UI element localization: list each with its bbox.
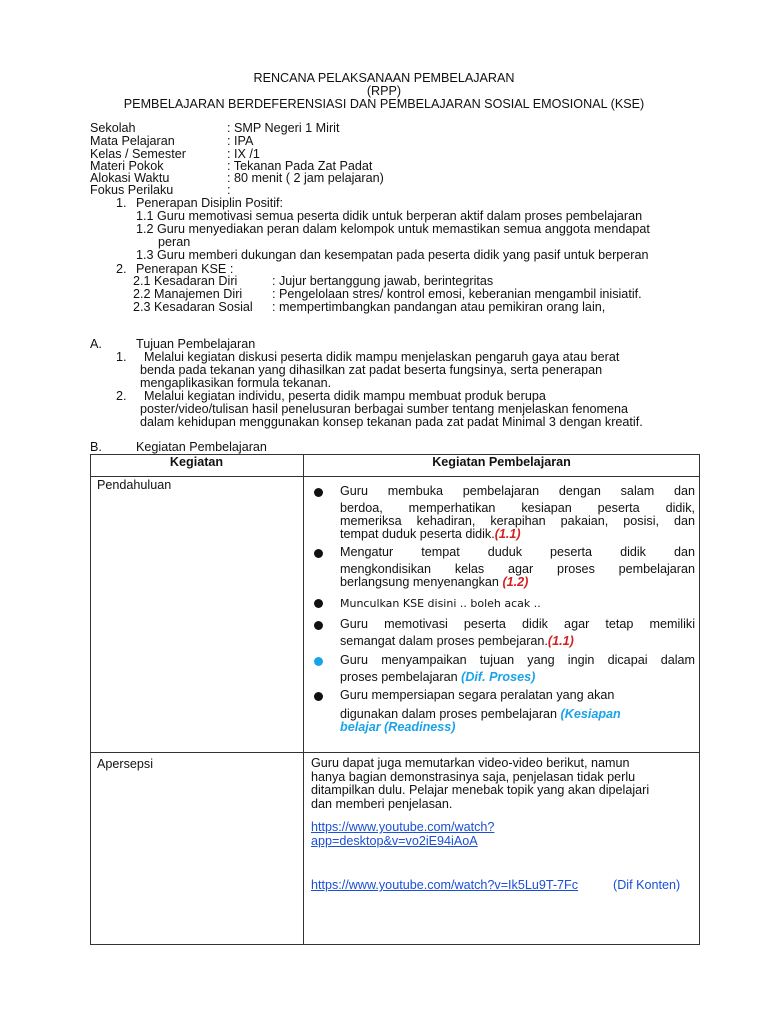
table-header-pembelajaran: Kegiatan Pembelajaran [432,455,571,469]
bullet-text: semangat dalam proses pembejaran. [340,634,548,648]
fokus-num: 1. [116,196,127,210]
doc-subtitle: PEMBELAJARAN BERDEFERENSIASI DAN PEMBELAJARAN SOSIAL EMOSIONAL (KSE) [123,97,645,111]
row-label-apersepsi: Apersepsi [97,757,154,771]
bullet-text: Mengatur tempat duduk peserta didik dan [340,545,695,559]
tujuan-text: benda pada tekanan yang dihasilkan zat padat beserta fungsinya, serta penerapan [140,363,603,377]
kse-tag: (1.1) [547,634,574,648]
video-link-1-cont[interactable]: app=desktop&v=vo2iE94iAoA [311,834,478,848]
bullet-text: berlangsung menyenangkan [340,575,503,589]
kse-value: : Jujur bertanggung jawab, berintegritas [272,274,494,288]
identity-label: Fokus Perilaku [90,183,174,197]
bullet-text-line [340,635,574,648]
bullet-text: proses pembelajaran [340,670,462,684]
tujuan-text: Melalui kegiatan diskusi peserta didik mampu menjelaskan pengaruh gaya atau berat [144,350,620,364]
bullet-icon [314,692,323,701]
dif-tag: (Kesiapan [560,707,621,721]
bullet-text: Munculkan KSE disini .. boleh acak .. [340,597,541,610]
kse-tag: (1.2) [502,575,529,589]
kse-label: 2.1 Kesadaran Diri [133,274,238,288]
kse-label: 2.2 Manajemen Diri [133,287,243,301]
identity-value: : IX /1 [227,147,260,161]
fokus-item-2: Penerapan KSE : [136,262,234,276]
tujuan-text: poster/video/tulisan hasil penelusuran berbagai sumber tentang menjelaskan fenomena [140,402,628,416]
section-letter: B. [90,440,102,454]
dif-tag: belajar (Readiness) [340,720,456,734]
kse-value: : mempertimbangkan pandangan atau pemikiran orang lain, [272,300,606,314]
kse-label: 2.3 Kesadaran Sosial [133,300,253,314]
tujuan-text: mengaplikasikan formula tekanan. [140,376,332,390]
tujuan-num: 1. [116,350,127,364]
apersepsi-text: ditampilkan dulu. Pelajar menebak topik yang akan dipelajari [311,783,650,797]
fokus-detail: 1.3 Guru memberi dukungan dan kesempatan pada peserta didik yang pasif untuk berperan [136,248,649,262]
bullet-icon [314,488,323,497]
apersepsi-text: hanya bagian demonstrasinya saja, penjelasan tidak perlu [311,770,636,784]
bullet-icon [314,599,323,608]
bullet-text-line [340,576,528,589]
fokus-item-1: Penerapan Disiplin Positif: [136,196,284,210]
bullet-text: Guru membuka pembelajaran dengan salam dan [340,484,695,498]
bullet-text-line [340,528,521,541]
identity-value: : Tekanan Pada Zat Padat [227,159,373,173]
identity-value: : SMP Negeri 1 Mirit [227,121,340,135]
bullet-text-line [340,671,535,684]
identity-label: Materi Pokok [90,159,164,173]
video-link-1[interactable]: https://www.youtube.com/watch? [311,820,495,834]
identity-label: Mata Pelajaran [90,134,175,148]
bullet-icon [314,549,323,558]
identity-value: : IPA [227,134,254,148]
fokus-detail: 1.1 Guru memotivasi semua peserta didik untuk berperan aktif dalam proses pembelajaran [136,209,643,223]
dif-tag: (Dif. Proses) [461,670,536,684]
bullet-text: Guru mempersiapan segara peralatan yang akan [340,688,615,702]
fokus-detail: 1.2 Guru menyediakan peran dalam kelompok untuk memastikan semua anggota mendapat [136,222,650,236]
table-divider [303,454,304,945]
bullet-text: memeriksa kehadiran, kerapihan pakaian, posisi, dan [340,514,695,528]
kse-value: : Pengelolaan stres/ kontrol emosi, keberanian mengambil inisiatif. [272,287,642,301]
section-letter: A. [90,337,102,351]
doc-title: RENCANA PELAKSANAAN PEMBELAJARAN [253,71,515,85]
section-heading-kegiatan: Kegiatan Pembelajaran [136,440,267,454]
section-heading-tujuan: Tujuan Pembelajaran [136,337,256,351]
bullet-icon [314,657,323,666]
doc-abbr: (RPP) [366,84,402,98]
bullet-icon [314,621,323,630]
identity-value: : 80 menit ( 2 jam pelajaran) [227,171,384,185]
bullet-text: berdoa, memperhatikan kesiapan peserta didik, [340,501,695,515]
bullet-text: tempat duduk peserta didik. [340,527,495,541]
apersepsi-text: dan memberi penjelasan. [311,797,453,811]
bullet-text: mengkondisikan kelas agar proses pembelajaran [340,562,695,576]
kse-tag: (1.1) [494,527,521,541]
table-header-kegiatan: Kegiatan [169,455,224,469]
identity-label: Alokasi Waktu [90,171,170,185]
table-divider [90,752,700,753]
identity-label: Sekolah [90,121,136,135]
tujuan-text: dalam kehidupan menggunakan konsep tekanan pada zat padat Minimal 3 dengan kreatif. [140,415,643,429]
fokus-num: 2. [116,262,127,276]
tujuan-num: 2. [116,389,127,403]
bullet-text: Guru menyampaikan tujuan yang ingin dicapai dalam [340,653,695,667]
apersepsi-text: Guru dapat juga memutarkan video-video berikut, namun [311,756,630,770]
bullet-text: Guru memotivasi peserta didik agar tetap memiliki [340,617,695,631]
video-link-2[interactable]: https://www.youtube.com/watch?v=Ik5Lu9T-7Fc [311,878,579,892]
row-label-pendahuluan: Pendahuluan [97,478,172,492]
table-divider [90,476,700,477]
identity-label: Kelas / Semester [90,147,186,161]
identity-value: : [227,183,231,197]
fokus-detail: peran [158,235,191,249]
bullet-text: digunakan dalam proses pembelajaran [340,707,561,721]
tujuan-text: Melalui kegiatan individu, peserta didik mampu membuat produk berupa [144,389,546,403]
dif-konten-tag: (Dif Konten) [613,878,681,892]
